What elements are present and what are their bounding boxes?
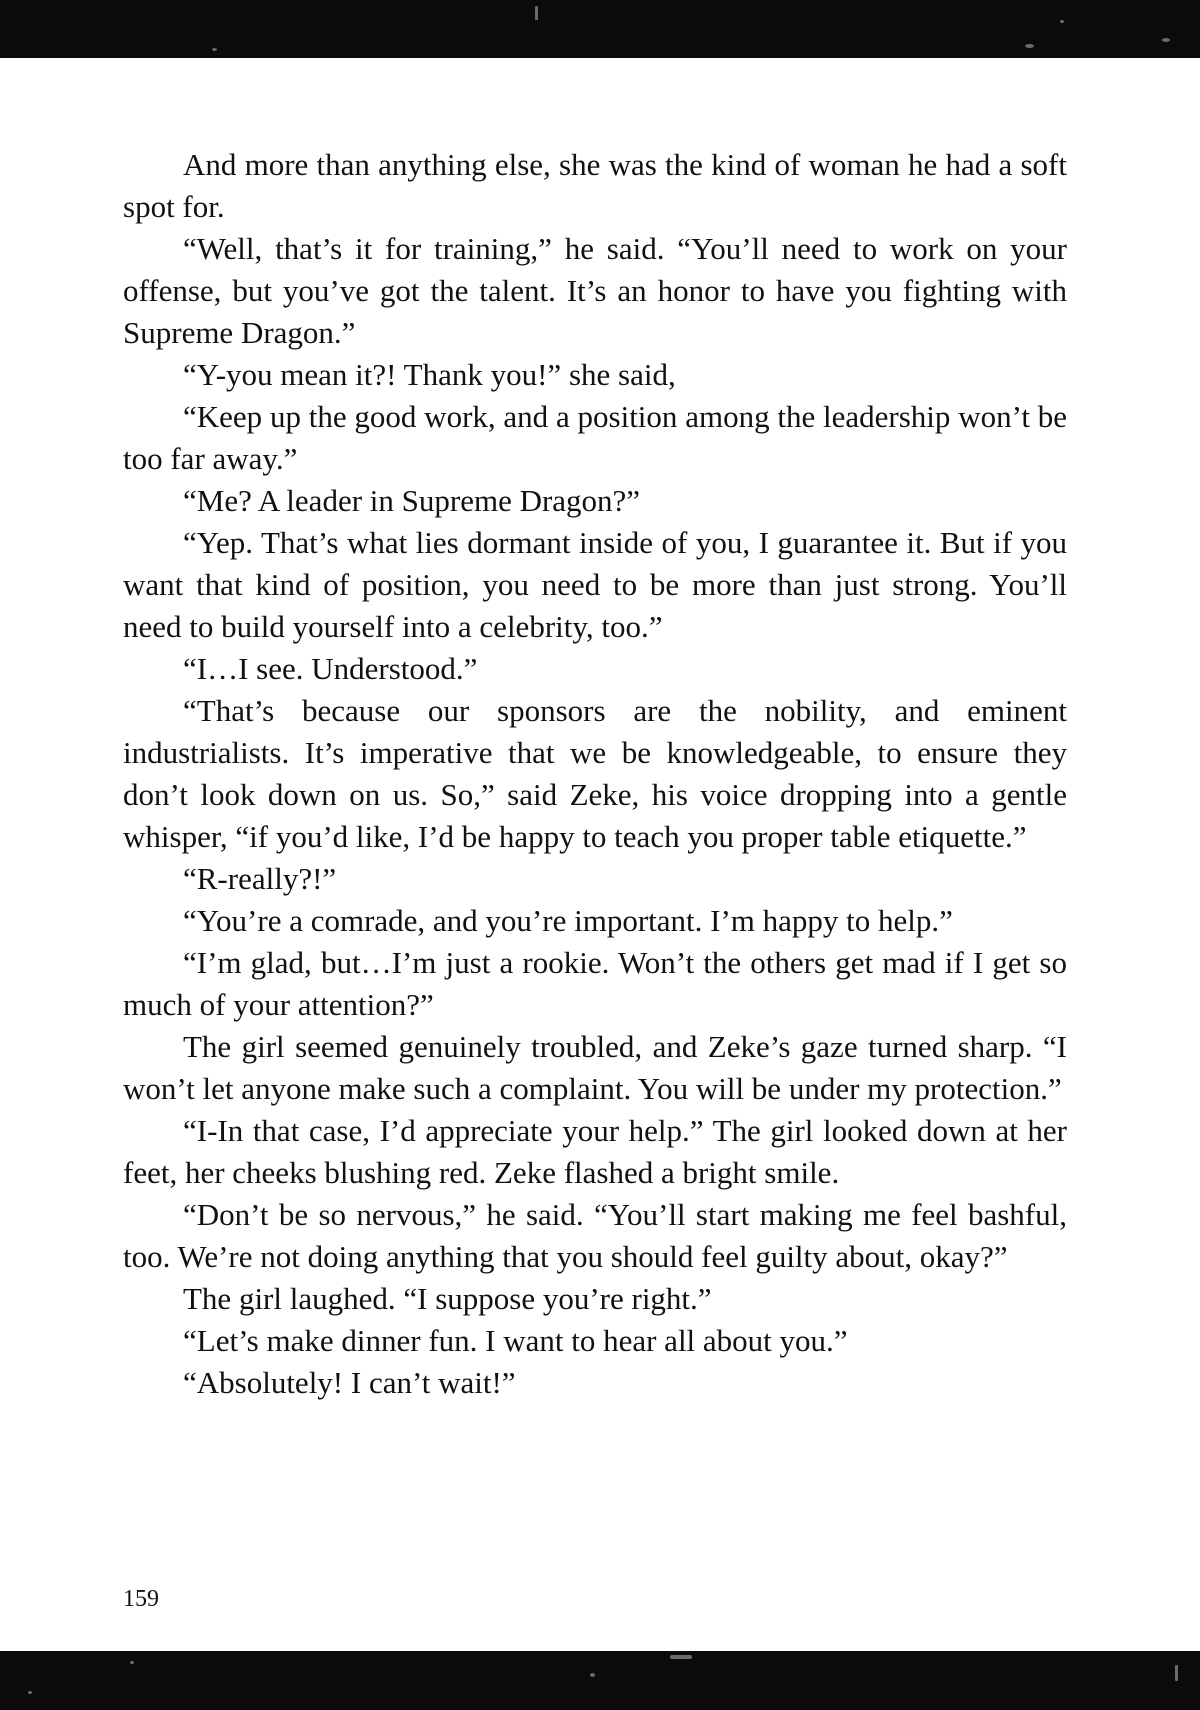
- paragraph: “I’m glad, but…I’m just a rookie. Won’t the others get mad if I get so much of your attention?”: [123, 945, 1067, 1022]
- paragraph: “Absolutely! I can’t wait!”: [183, 1365, 516, 1400]
- paragraph: “Don’t be so nervous,” he said. “You’ll start making me feel bashful, too. We’re not doing anything that you should feel guilty about, okay?”: [123, 1197, 1067, 1274]
- paragraph: “R-really?!”: [183, 861, 337, 896]
- bottom-border-band: [0, 1651, 1200, 1710]
- paragraph: “I…I see. Understood.”: [183, 651, 478, 686]
- border-speck: [212, 48, 217, 51]
- border-speck: [1060, 20, 1064, 23]
- border-speck: [1175, 1665, 1178, 1681]
- border-speck: [590, 1673, 595, 1677]
- page-number: 159: [123, 1586, 159, 1612]
- paragraph: “Keep up the good work, and a position among the leadership won’t be too far away.”: [123, 399, 1067, 476]
- paragraph: “Me? A leader in Supreme Dragon?”: [183, 483, 641, 518]
- border-speck: [130, 1661, 134, 1664]
- border-speck: [1025, 44, 1034, 48]
- paragraph: “Well, that’s it for training,” he said. “You’ll need to work on your offense, but you’ve got the talent. It’s an honor to have you fighting with Supreme Dragon.”: [123, 231, 1067, 350]
- paragraph: The girl laughed. “I suppose you’re right.”: [183, 1281, 712, 1316]
- top-border-band: [0, 0, 1200, 58]
- border-speck: [535, 6, 538, 20]
- book-text: [123, 144, 1067, 1404]
- border-speck: [1162, 38, 1170, 42]
- paragraph: “That’s because our sponsors are the nobility, and eminent industrialists. It’s imperative that we be knowledgeable, to ensure they don’t look down on us. So,” said Zeke, his voice dropping into a gentle whisper, “if you’d like, I’d be happy to teach you proper table etiquette.”: [123, 693, 1067, 854]
- paragraph: “You’re a comrade, and you’re important. I’m happy to help.”: [183, 903, 953, 938]
- paragraph: And more than anything else, she was the kind of woman he had a soft spot for.: [123, 147, 1067, 224]
- border-speck: [670, 1655, 692, 1659]
- paragraph: The girl seemed genuinely troubled, and Zeke’s gaze turned sharp. “I won’t let anyone make such a complaint. You will be under my protection.”: [123, 1029, 1067, 1106]
- paragraph: “Y-you mean it?! Thank you!” she said,: [183, 357, 676, 392]
- paragraph: “I-In that case, I’d appreciate your help.” The girl looked down at her feet, her cheeks blushing red. Zeke flashed a bright smile.: [123, 1113, 1067, 1190]
- paragraph: “Yep. That’s what lies dormant inside of you, I guarantee it. But if you want that kind of position, you need to be more than just strong. You’ll need to build yourself into a celebrity, too.”: [123, 525, 1067, 644]
- border-speck: [28, 1691, 32, 1694]
- paragraph: “Let’s make dinner fun. I want to hear all about you.”: [183, 1323, 848, 1358]
